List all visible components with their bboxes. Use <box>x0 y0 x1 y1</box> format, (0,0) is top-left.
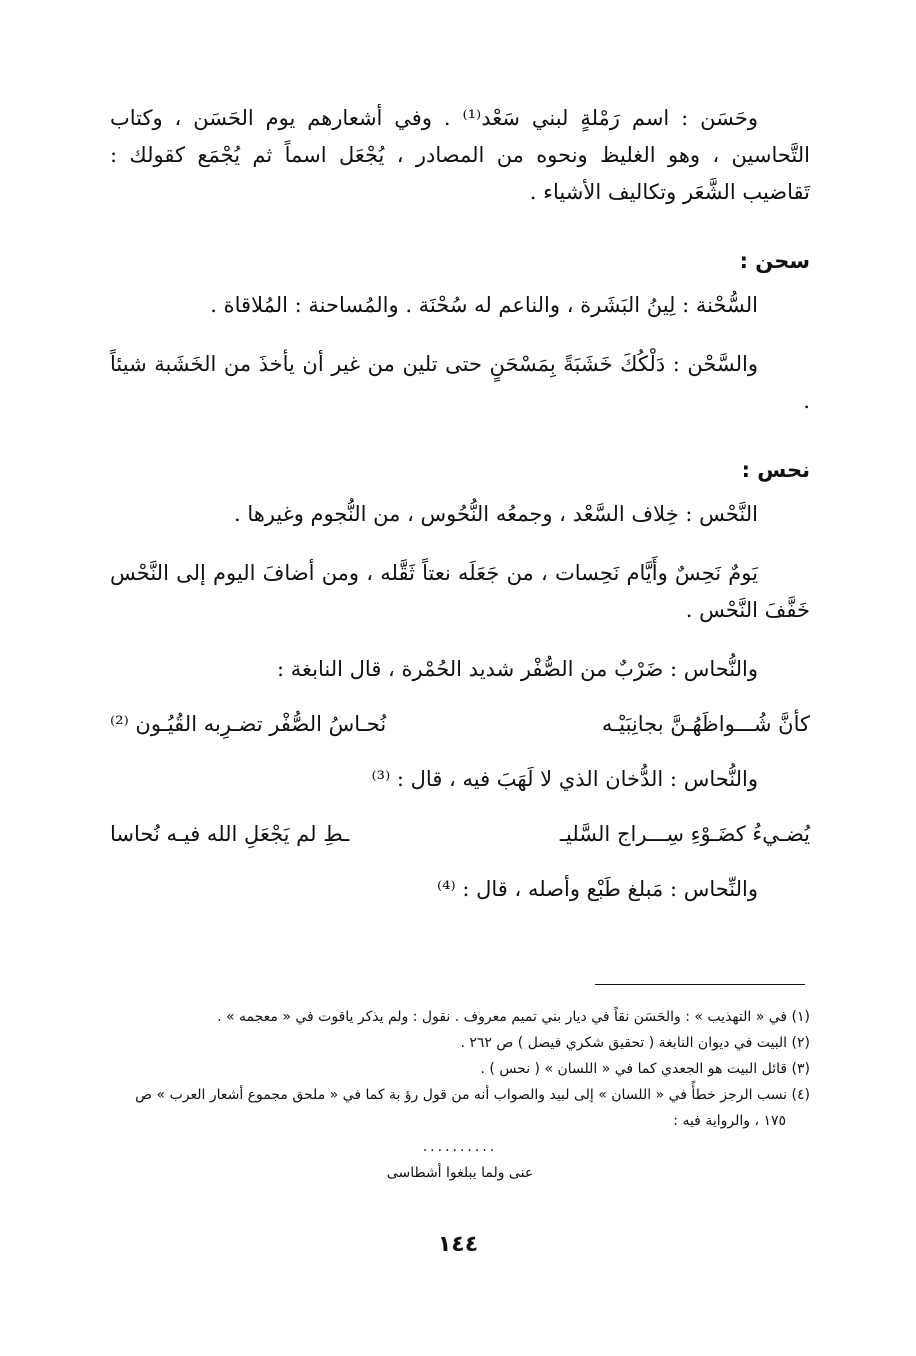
footnote-2: (٢) البيت في ديوان النابغة ( تحقيق شكري فيصل ) ص ٢٦٢ . <box>460 1035 810 1051</box>
verse-hemistich-left: نُحـاسُ الصُّفْر تضـرِبه القُيُـون ⁽²⁾ <box>110 712 387 736</box>
footnote-rajaz-line: عنى ولما يبلغوا أشطاسى <box>386 1165 534 1181</box>
footnote-ellipsis: .......... <box>422 1139 498 1155</box>
entry-heading-sahn: سحن : <box>739 249 810 273</box>
verse-jadi <box>110 816 810 853</box>
footnotes <box>110 1004 810 1186</box>
verse-hemistich-left: ـطِ لم يَجْعَلِ الله فيـه نُحاسا <box>110 822 350 846</box>
paragraph-nihas-nature: والنِّحاس : مَبلغ طَبْع وأصله ، قال : ⁽⁴⁾ <box>436 877 758 901</box>
verse-hemistich-right: يُضـيءُ كضَـوْءِ سِـــراج السَّليـ <box>559 822 810 846</box>
paragraph-sahn: والسَّحْن : دَلْكُكَ خَشَبَةً بِمَسْحَنٍ حتى تلين من غير أن يأخذَ من الخَشَبة شيئاً . <box>110 352 810 413</box>
entry-heading-nahs: نحس : <box>741 458 810 482</box>
paragraph-suhna: السُّحْنة : لِينُ البَشَرة ، والناعم له سُحْنَة . والمُساحنة : المُلاقاة . <box>210 293 758 317</box>
page-number: ١٤٤ <box>437 1232 479 1257</box>
paragraph-yawm-nahs: يَومٌ نَحِسٌ وأَيَّام نَحِسات ، من جَعَلَه نعتاً ثَقَّله ، ومن أضافَ اليوم إلى النَّحْس خَفَّفَ النَّحْس . <box>110 561 810 622</box>
verse-nabigha <box>110 706 810 743</box>
paragraph-nuhas-copper: والنُّحاس : ضَرْبٌ من الصُّفْر شديد الحُمْرة ، قال النابغة : <box>277 657 758 681</box>
footnote-4: (٤) نسب الرجز خطأً في « اللسان » إلى لبيد والصواب أنه من قول رؤ بة كما في « ملحق مجموع أشعار العرب » ص ١٧٥ ، والرواية فيه : <box>135 1087 810 1129</box>
footnote-separator <box>595 984 805 985</box>
main-text <box>110 100 810 908</box>
paragraph-nuhas-smoke: والنُّحاس : الدُّخان الذي لا لَهَبَ فيه ، قال : ⁽³⁾ <box>371 767 758 791</box>
footnote-1: (١) في « التهذيب » : والحَسَن نقاً في ديار بني تميم معروف . نقول : ولم يذكر ياقوت في « معجمه » . <box>217 1009 810 1025</box>
verse-hemistich-right: كأنَّ شُـــواظَهُـنَّ بجانِبَيْـه <box>601 712 810 736</box>
footnote-3: (٣) قائل البيت هو الجعدي كما في « اللسان » ( نحس ) . <box>480 1061 810 1077</box>
paragraph-hasan: وحَسَن : اسم رَمْلةٍ لبني سَعْد⁽¹⁾ . وفي أشعارهم يوم الحَسَن ، وكتاب التَّحاسين ، وهو الغليظ ونحوه من المصادر ، يُجْعَل اسماً ثم يُجْمَع كقولك : تَقاضيب الشَّعَر وتكاليف الأشياء . <box>110 106 810 204</box>
paragraph-nahs: النَّحْس : خِلاف السَّعْد ، وجمعُه النُّحُوس ، من النُّجوم وغيرها . <box>233 502 758 526</box>
